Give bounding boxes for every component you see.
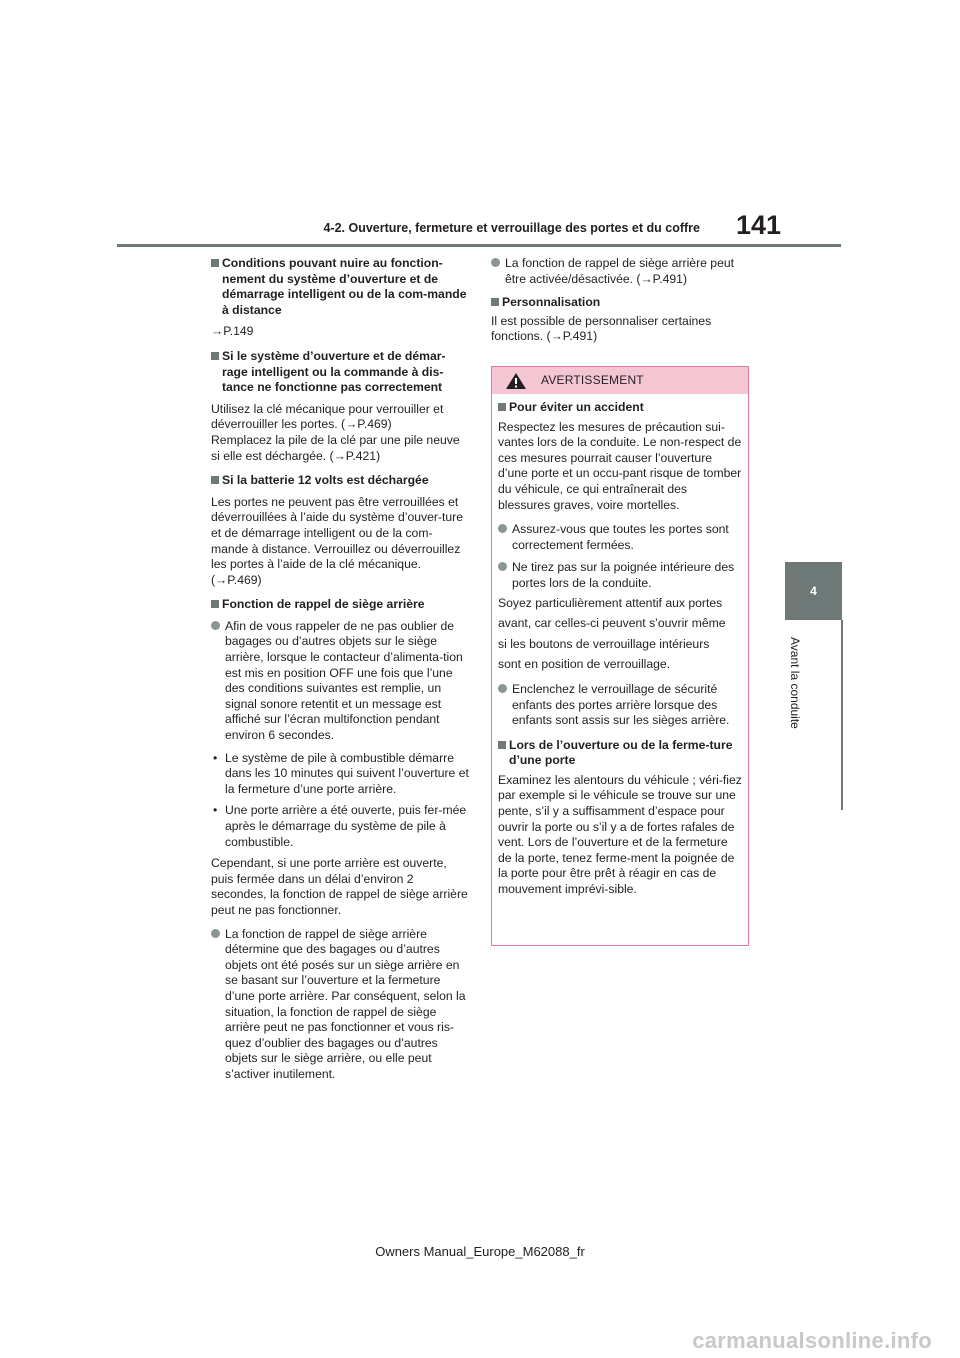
list-item — [211, 619, 469, 744]
warning-list-item — [498, 522, 742, 553]
sub-list-item-text: Une porte arrière a été ouverte, puis fer-mée après le démarrage du système de pile à combustible. — [225, 803, 467, 849]
warning-title: AVERTISSEMENT — [541, 373, 644, 387]
warning-text: avant, car celles-ci peuvent s’ouvrir même — [498, 616, 726, 631]
warning-text: sont en position de verrouillage. — [498, 657, 671, 672]
body-text: Remplacez la pile de la clé par une pile neuve si elle est déchargée. (→P.421) — [211, 432, 460, 463]
page-number: 141 — [736, 210, 782, 240]
section-heading: Conditions pouvant nuire au fonction-nement du système d’ouverture et de démarrage intelligent ou de la com-mande à distance — [211, 256, 469, 318]
warning-heading: Lors de l’ouverture ou de la ferme-ture d’une porte — [498, 738, 742, 769]
section-title: 4-2. Ouverture, fermeture et verrouillage des portes et du coffre — [323, 221, 700, 235]
watermark: carmanualsonline.info — [692, 1328, 932, 1353]
body-text: Utilisez la clé mécanique pour verrouiller et déverrouiller les portes. (→P.469) — [211, 401, 444, 432]
bullet-dot-icon — [491, 258, 500, 267]
sub-list-item — [211, 803, 469, 850]
body-text: Les portes ne peuvent pas être verrouillées et déverrouillées à l’aide du système d’ouver-ture et de démarrage intelligent ou de la com-mande à distance. Verrouillez ou déverrouillez les portes à l’aide de la clé mécanique. (→P.469) — [211, 494, 464, 587]
warning-text: Examinez les alentours du véhicule ; véri-fiez par exemple si le véhicule se trouve sur une pente, s’il y a suffisamment d’espace pour ouvrir la porte ou s’il y a de fortes rafales de vent. Lors de l’ouverture et de la fermeture de la porte, tenez ferme-ment la poignée de la porte pour être prêt à réagir en cas de mouvement imprévi-sible. — [498, 772, 742, 897]
warning-text: si les boutons de verrouillage intérieurs — [498, 636, 710, 651]
warning-header — [492, 367, 748, 394]
left-column — [211, 256, 469, 1090]
bullet-dot-icon — [498, 524, 507, 533]
body-text: Il est possible de personnaliser certaines fonctions. (→P.491) — [491, 313, 712, 344]
document-name: Owners Manual_Europe_M62088_fr — [375, 1244, 585, 1259]
sub-list-item — [211, 751, 469, 798]
warning-list-item-text: Enclenchez le verrouillage de sécurité enfants des portes arrière lorsque des enfants sont assis sur les sièges arrière. — [512, 681, 730, 728]
warning-text: Soyez particulièrement attentif aux portes — [498, 595, 723, 610]
body-text: Cependant, si une porte arrière est ouverte, puis fermée dans un délai d’environ 2 secondes, la fonction de rappel de siège arrière peut ne pas fonctionner. — [211, 856, 468, 917]
list-item-text: La fonction de rappel de siège arrière peut être activée/désactivée. (→P.491) — [505, 256, 735, 286]
warning-body — [492, 394, 748, 898]
list-item-text: La fonction de rappel de siège arrière détermine que des bagages ou d’autres objets ont été posés sur un siège arrière en se basant sur l’ouverture et la fermeture d’une porte arrière. Par conséquent, selon la situation, la fonction de rappel de siège arrière peut ne pas fonctionner et vous ris-quez d’oublier des bagages ou d’autres objets sur le siège arrière, ou elle peut s’activer inutilement. — [225, 926, 466, 1081]
section-heading: Si le système d’ouverture et de démar-rage intelligent ou la commande à dis-tance ne fonctionne pas correctement — [211, 349, 469, 396]
list-item-text: Afin de vous rappeler de ne pas oublier de bagages ou d’autres objets sur le siège arrière, lorsque le contacteur d’alimenta-tion est mis en position OFF une fois que l’une des conditions suivantes est remplie, un signal sonore retentit et un message est affiché sur l’écran multifonction pendant environ 6 secondes. — [225, 618, 463, 743]
warning-list-item-text: Assurez-vous que toutes les portes sont correctement fermées. — [512, 522, 729, 552]
warning-text: Respectez les mesures de précaution sui-vantes lors de la conduite. Le non-respect de ces mesures pourrait causer l’ouverture d’une porte et un occu-pant risque de tomber du véhicule, ce qui entraînerait des blessures graves, voire mortelles. — [498, 419, 742, 512]
right-column — [491, 256, 751, 351]
chapter-number: 4 — [810, 584, 817, 598]
section-heading: Fonction de rappel de siège arrière — [211, 597, 469, 613]
header-divider — [117, 244, 841, 247]
bullet-mark: • — [213, 750, 218, 765]
chapter-tab — [785, 562, 842, 620]
warning-triangle-icon — [505, 372, 527, 393]
warning-box — [491, 366, 749, 946]
list-item — [491, 256, 751, 287]
warning-heading: Pour éviter un accident — [498, 400, 742, 416]
sub-list-item-text: Le système de pile à combustible démarre dans les 10 minutes qui suivent l’ouverture et la fermeture d’une porte arrière. — [225, 750, 469, 796]
chapter-title: Avant la conduite — [788, 637, 802, 729]
bullet-mark: • — [213, 803, 218, 818]
page-reference: →P.149 — [211, 324, 254, 339]
bullet-dot-icon — [211, 929, 220, 938]
bullet-dot-icon — [211, 621, 220, 630]
section-heading: Personnalisation — [491, 295, 751, 311]
warning-list-item-text: Ne tirez pas sur la poignée intérieure des portes lors de la conduite. — [512, 560, 735, 590]
chapter-divider — [841, 620, 843, 810]
warning-list-item — [498, 560, 742, 591]
section-heading: Si la batterie 12 volts est déchargée — [211, 473, 469, 489]
warning-list-item — [498, 682, 742, 729]
bullet-dot-icon — [498, 684, 507, 693]
bullet-dot-icon — [498, 562, 507, 571]
list-item — [211, 927, 469, 1083]
